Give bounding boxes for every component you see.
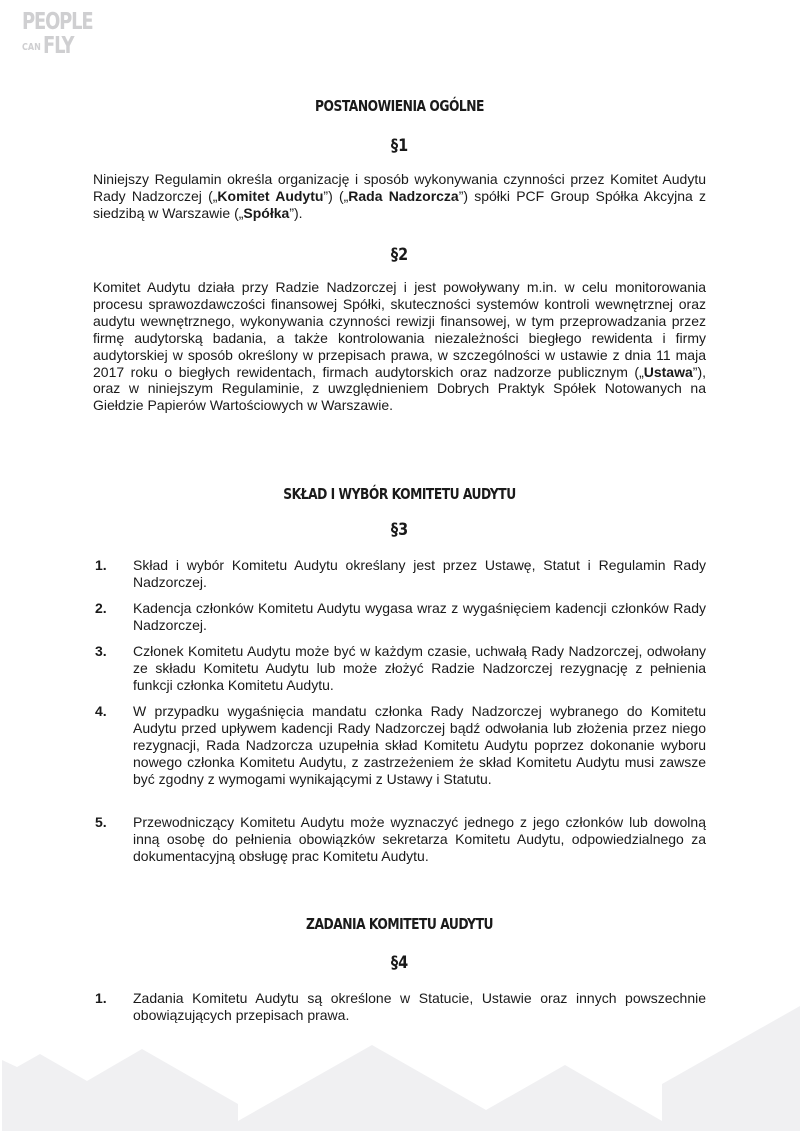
logo-line1: PEOPLE (22, 9, 93, 35)
paragraph-1-text: Niniejszy Regulamin określa organizację i sposób wykonywania czynności przez Komitet Audytu Rady Nadzorczej („Komitet Audytu”) („Rada Nadzorcza”) spółki PCF Group Spółka Akcyjna z siedzibą w Warszawie („Spółka”). (93, 171, 706, 221)
paragraph-number-2: §2 (390, 245, 409, 265)
section-title-general: POSTANOWIENIA OGÓLNE (315, 97, 484, 115)
list-item: 3. Członek Komitetu Audytu może być w każdym czasie, uchwałą Rady Nadzorczej, odwołany ze składu Komitetu Audytu lub może złożyć Radzie Nadzorczej rezygnację z pełnienia funkcji członka Komitetu Audytu. (95, 643, 706, 693)
paragraph-number-4: §4 (390, 953, 409, 973)
logo-fly: FLY (43, 33, 74, 59)
list-item: 5. Przewodniczący Komitetu Audytu może wyznaczyć jednego z jego członków lub dowolną inną osobę do pełnienia obowiązków sekretarza Komitetu Audytu, odpowiedzialnego za dokumentacyjną obsługę prac Komitetu Audytu. (95, 814, 706, 864)
paragraph-number-1: §1 (390, 136, 409, 156)
section-title-composition: SKŁAD I WYBÓR KOMITETU AUDYTU (283, 485, 516, 503)
list-item: 2. Kadencja członków Komitetu Audytu wygasa wraz z wygaśnięciem kadencji członków Rady Nadzorczej. (95, 600, 706, 633)
list-item: 1. Zadania Komitetu Audytu są określone w Statucie, Ustawie oraz innych powszechnie obowiązujących przepisach prawa. (95, 990, 706, 1023)
list-item: 4. W przypadku wygaśnięcia mandatu członka Rady Nadzorczej wybranego do Komitetu Audytu przed upływem kadencji Rady Nadzorczej bądź odwołania lub złożenia przez niego rezygnacji, Rada Nadzorcza uzupełnia skład Komitetu Audytu poprzez dokonanie wyboru nowego członka Komitetu Audytu, z zastrzeżeniem że skład Komitetu Audytu musi zawsze być zgodny z wymogami wynikającymi z Ustawy i Statutu. (95, 703, 706, 787)
paragraph-2-text: Komitet Audytu działa przy Radzie Nadzorczej i jest powoływany m.in. w celu monitorowania procesu sprawozdawczości finansowej Spółki, skuteczności systemów kontroli wewnętrznej oraz audytu wewnętrznego, wykonywania czynności rewizji finansowej, w tym przeprowadzania przez firmę audytorską badania, a także kontrolowania niezależności biegłego rewidenta i firmy audytorskiej w sposób określony w przepisach prawa, w szczególności w ustawie z dnia 11 maja 2017 roku o biegłych rewidentach, firmach audytorskich oraz nadzorze publicznym („Ustawa”), oraz w niniejszym Regulaminie, z uwzględnieniem Dobrych Praktyk Spółek Notowanych na Giełdzie Papierów Wartościowych w Warszawie. (93, 279, 706, 414)
paragraph-number-3: §3 (390, 520, 409, 540)
people-can-fly-logo (22, 11, 112, 58)
section-title-tasks: ZADANIA KOMITETU AUDYTU (306, 915, 493, 933)
logo-can: CAN (22, 42, 41, 53)
list-item: 1. Skład i wybór Komitetu Audytu określany jest przez Ustawę, Statut i Regulamin Rady Nadzorczej. (95, 557, 706, 590)
